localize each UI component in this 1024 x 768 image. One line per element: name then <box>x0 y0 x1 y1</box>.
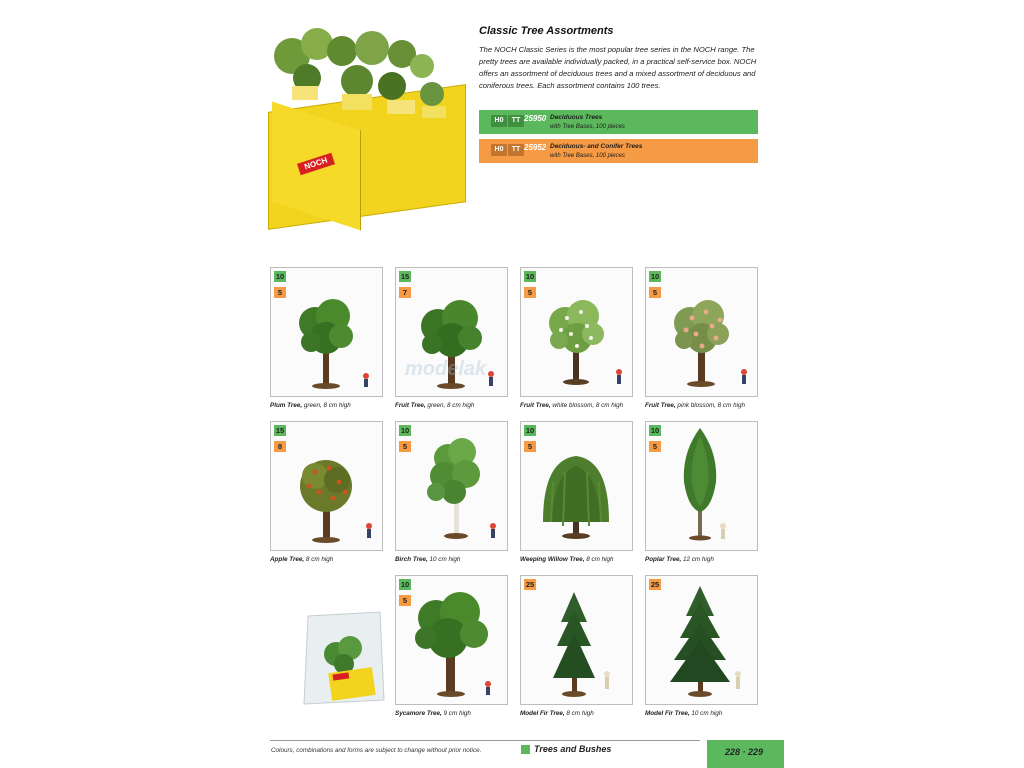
ho-badge: H0 <box>491 115 507 127</box>
poplar-tree-image <box>646 422 757 550</box>
tree-caption: Fruit Tree, green, 8 cm high <box>395 402 475 409</box>
product-code: 25952 <box>524 143 547 152</box>
noch-logo: NOCH <box>297 153 335 176</box>
assortment-box-photo <box>262 20 472 212</box>
tt-badge: TT <box>508 144 524 156</box>
tree-caption: Sycamore Tree, 9 cm high <box>395 710 471 717</box>
product-subtitle: with Tree Bases, 100 pieces <box>550 124 625 130</box>
tt-quantity: 5 <box>274 287 286 298</box>
page-number-tab <box>707 740 784 768</box>
footer-category: Trees and Bushes <box>534 744 612 754</box>
fir-tree-small-image <box>521 576 632 704</box>
quantity-badge: 25 <box>525 580 535 589</box>
tt-quantity: 5 <box>399 595 411 606</box>
page-numbers: 228 · 229 <box>725 747 764 757</box>
ho-quantity: 10 <box>525 272 535 281</box>
tree-card-birch[interactable] <box>395 421 508 551</box>
tree-card-fir-8cm[interactable] <box>520 575 633 705</box>
tree-card-fruit-white[interactable] <box>520 267 633 397</box>
tree-caption: Fruit Tree, white blossom, 8 cm high <box>520 402 624 409</box>
footer-disclaimer: Colours, combinations and forms are subject to change without prior notice. <box>271 747 482 754</box>
tree-caption: Weeping Willow Tree, 8 cm high <box>520 556 614 563</box>
plum-tree-image <box>271 268 382 396</box>
ho-quantity: 10 <box>650 426 660 435</box>
sycamore-tree-image <box>396 576 507 704</box>
product-row-25950[interactable] <box>479 110 758 134</box>
fruit-tree-white-image <box>521 268 632 396</box>
tree-caption: Model Fir Tree, 10 cm high <box>645 710 723 717</box>
ho-quantity: 15 <box>275 426 285 435</box>
ho-badge: H0 <box>491 144 507 156</box>
tree-card-poplar[interactable] <box>645 421 758 551</box>
product-row-25952[interactable] <box>479 139 758 163</box>
tree-card-plum[interactable] <box>270 267 383 397</box>
ho-quantity: 10 <box>650 272 660 281</box>
fruit-tree-pink-image <box>646 268 757 396</box>
ho-quantity: 15 <box>400 272 410 281</box>
tt-quantity: 5 <box>399 441 411 452</box>
packaged-tree-bag-image <box>300 608 386 708</box>
birch-tree-image <box>396 422 507 550</box>
tree-caption: Birch Tree, 10 cm high <box>395 556 461 563</box>
tt-quantity: 5 <box>524 287 536 298</box>
tree-card-apple[interactable] <box>270 421 383 551</box>
ho-quantity: 10 <box>400 580 410 589</box>
tree-caption: Apple Tree, 8 cm high <box>270 556 334 563</box>
tt-badge: TT <box>508 115 524 127</box>
footer-divider <box>270 740 700 741</box>
tree-card-fruit-pink[interactable] <box>645 267 758 397</box>
tree-caption: Fruit Tree, pink blossom, 8 cm high <box>645 402 745 409</box>
ho-quantity: 10 <box>275 272 285 281</box>
tt-quantity: 8 <box>274 441 286 452</box>
product-name: Deciduous Trees <box>550 114 603 121</box>
ho-quantity: 10 <box>400 426 410 435</box>
willow-tree-image <box>521 422 632 550</box>
category-marker <box>521 745 530 754</box>
ho-quantity: 10 <box>525 426 535 435</box>
tree-caption: Poplar Tree, 12 cm high <box>645 556 714 563</box>
tree-caption: Model Fir Tree, 8 cm high <box>520 710 594 717</box>
tt-quantity: 7 <box>399 287 411 298</box>
product-name: Deciduous- and Conifer Trees <box>550 143 643 150</box>
tree-card-fir-10cm[interactable] <box>645 575 758 705</box>
tree-card-sycamore[interactable] <box>395 575 508 705</box>
product-code: 25950 <box>524 114 547 123</box>
product-subtitle: with Tree Bases, 100 pieces <box>550 153 625 159</box>
quantity-badge: 25 <box>650 580 660 589</box>
tt-quantity: 5 <box>649 287 661 298</box>
fir-tree-large-image <box>646 576 757 704</box>
tree-caption: Plum Tree, green, 8 cm high <box>270 402 351 409</box>
tt-quantity: 5 <box>524 441 536 452</box>
tt-quantity: 5 <box>649 441 661 452</box>
section-title: Classic Tree Assortments <box>479 25 614 37</box>
apple-tree-image <box>271 422 382 550</box>
tree-card-willow[interactable] <box>520 421 633 551</box>
watermark: modelak <box>405 358 487 380</box>
section-intro: The NOCH Classic Series is the most popular tree series in the NOCH range. The pretty trees are available individually packed, in a practical self-service box. NOCH offers an assortment of deciduous trees and a mixed assortment of deciduous and coniferous trees. Each assortment contains 100 trees. <box>479 45 757 90</box>
